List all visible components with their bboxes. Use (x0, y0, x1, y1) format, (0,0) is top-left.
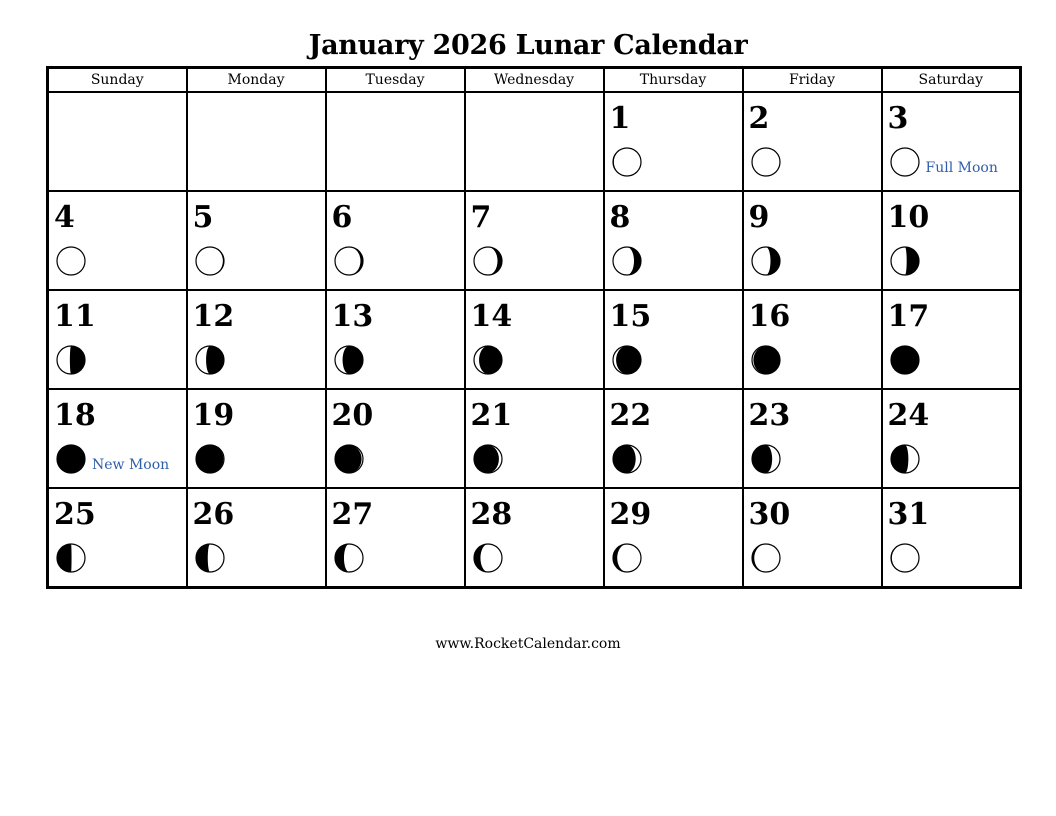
day-cell (187, 191, 326, 290)
day-number: 26 (192, 497, 235, 532)
weekday-header: Wednesday (465, 68, 604, 93)
day-cell (743, 92, 882, 191)
day-cell (48, 191, 187, 290)
day-cell (326, 389, 465, 488)
weekday-header: Monday (187, 68, 326, 93)
moon-phase-icon (55, 245, 87, 277)
day-cell (604, 488, 743, 588)
moon-phase-icon (611, 542, 643, 574)
moon-phase-icon (472, 443, 504, 475)
day-number: 2 (748, 101, 770, 136)
day-cell (882, 290, 1021, 389)
empty-day-cell (48, 92, 187, 191)
moon-phase-icon (194, 542, 226, 574)
moon-phase-icon (611, 146, 643, 178)
day-cell (882, 191, 1021, 290)
day-number: 10 (887, 200, 930, 235)
week-row (48, 389, 1021, 488)
moon-phase-icon (55, 443, 87, 475)
day-cell (882, 92, 1021, 191)
weekday-header: Tuesday (326, 68, 465, 93)
moon-phase-icon (889, 542, 921, 574)
day-number: 7 (470, 200, 492, 235)
day-cell (604, 389, 743, 488)
day-cell (604, 191, 743, 290)
moon-phase-icon (333, 245, 365, 277)
day-number: 18 (54, 398, 96, 433)
day-cell (465, 191, 604, 290)
calendar-title: January 2026 Lunar Calendar (308, 30, 748, 61)
day-number: 29 (609, 497, 652, 532)
day-number: 24 (887, 398, 930, 433)
moon-phase-icon (750, 542, 782, 574)
empty-day-cell (187, 92, 326, 191)
day-number: 17 (887, 299, 930, 334)
moon-phase-icon (194, 344, 226, 376)
day-cell (743, 191, 882, 290)
day-number: 19 (192, 398, 235, 433)
weekday-header-row (48, 68, 1021, 93)
week-row (48, 290, 1021, 389)
moon-phase-icon (611, 245, 643, 277)
day-number: 25 (54, 497, 96, 532)
week-row (48, 488, 1021, 588)
day-cell (326, 191, 465, 290)
moon-phase-icon (333, 344, 365, 376)
day-cell (187, 488, 326, 588)
moon-phase-icon (333, 443, 365, 475)
day-number: 8 (609, 200, 631, 235)
week-row (48, 191, 1021, 290)
day-number: 13 (331, 299, 374, 334)
day-number: 28 (470, 497, 513, 532)
footer-website: www.RocketCalendar.com (435, 636, 621, 652)
day-cell (604, 290, 743, 389)
moon-phase-icon (472, 542, 504, 574)
day-cell (604, 92, 743, 191)
day-number: 12 (192, 299, 235, 334)
weekday-header: Thursday (604, 68, 743, 93)
day-number: 3 (887, 101, 909, 136)
moon-phase-label: New Moon (92, 457, 170, 473)
moon-phase-icon (889, 344, 921, 376)
day-number: 15 (609, 299, 652, 334)
day-number: 27 (331, 497, 374, 532)
day-cell (326, 488, 465, 588)
day-number: 31 (887, 497, 930, 532)
moon-phase-icon (472, 344, 504, 376)
moon-phase-icon (889, 245, 921, 277)
day-cell (326, 290, 465, 389)
moon-phase-label: Full Moon (925, 160, 998, 176)
weekday-header: Friday (743, 68, 882, 93)
day-number: 11 (54, 299, 96, 334)
empty-day-cell (326, 92, 465, 191)
day-cell (743, 488, 882, 588)
day-cell (882, 389, 1021, 488)
day-number: 5 (192, 200, 214, 235)
moon-phase-icon (611, 443, 643, 475)
calendar-body (48, 92, 1021, 588)
day-number: 20 (331, 398, 374, 433)
moon-phase-icon (750, 245, 782, 277)
day-number: 14 (470, 299, 513, 334)
moon-phase-icon (472, 245, 504, 277)
moon-phase-icon (750, 344, 782, 376)
day-cell (187, 389, 326, 488)
weekday-header: Sunday (48, 68, 187, 93)
moon-phase-icon (194, 245, 226, 277)
day-number: 22 (609, 398, 652, 433)
day-number: 21 (470, 398, 513, 433)
day-cell (187, 290, 326, 389)
day-cell (48, 290, 187, 389)
day-number: 1 (609, 101, 631, 136)
weekday-header: Saturday (882, 68, 1021, 93)
moon-phase-icon (611, 344, 643, 376)
moon-phase-icon (750, 146, 782, 178)
moon-phase-icon (889, 443, 921, 475)
day-cell (743, 290, 882, 389)
day-cell (48, 389, 187, 488)
day-number: 4 (54, 200, 75, 235)
day-cell (882, 488, 1021, 588)
empty-day-cell (465, 92, 604, 191)
week-row (48, 92, 1021, 191)
moon-phase-icon (55, 344, 87, 376)
day-cell (465, 290, 604, 389)
moon-phase-icon (889, 146, 921, 178)
day-number: 16 (748, 299, 791, 334)
moon-phase-icon (194, 443, 226, 475)
day-number: 23 (748, 398, 791, 433)
calendar-grid (46, 66, 1022, 589)
day-cell (465, 488, 604, 588)
moon-phase-icon (750, 443, 782, 475)
day-cell (743, 389, 882, 488)
day-cell (48, 488, 187, 588)
day-number: 6 (331, 200, 353, 235)
moon-phase-icon (333, 542, 365, 574)
day-number: 9 (748, 200, 770, 235)
moon-phase-icon (55, 542, 87, 574)
day-cell (465, 389, 604, 488)
day-number: 30 (748, 497, 791, 532)
